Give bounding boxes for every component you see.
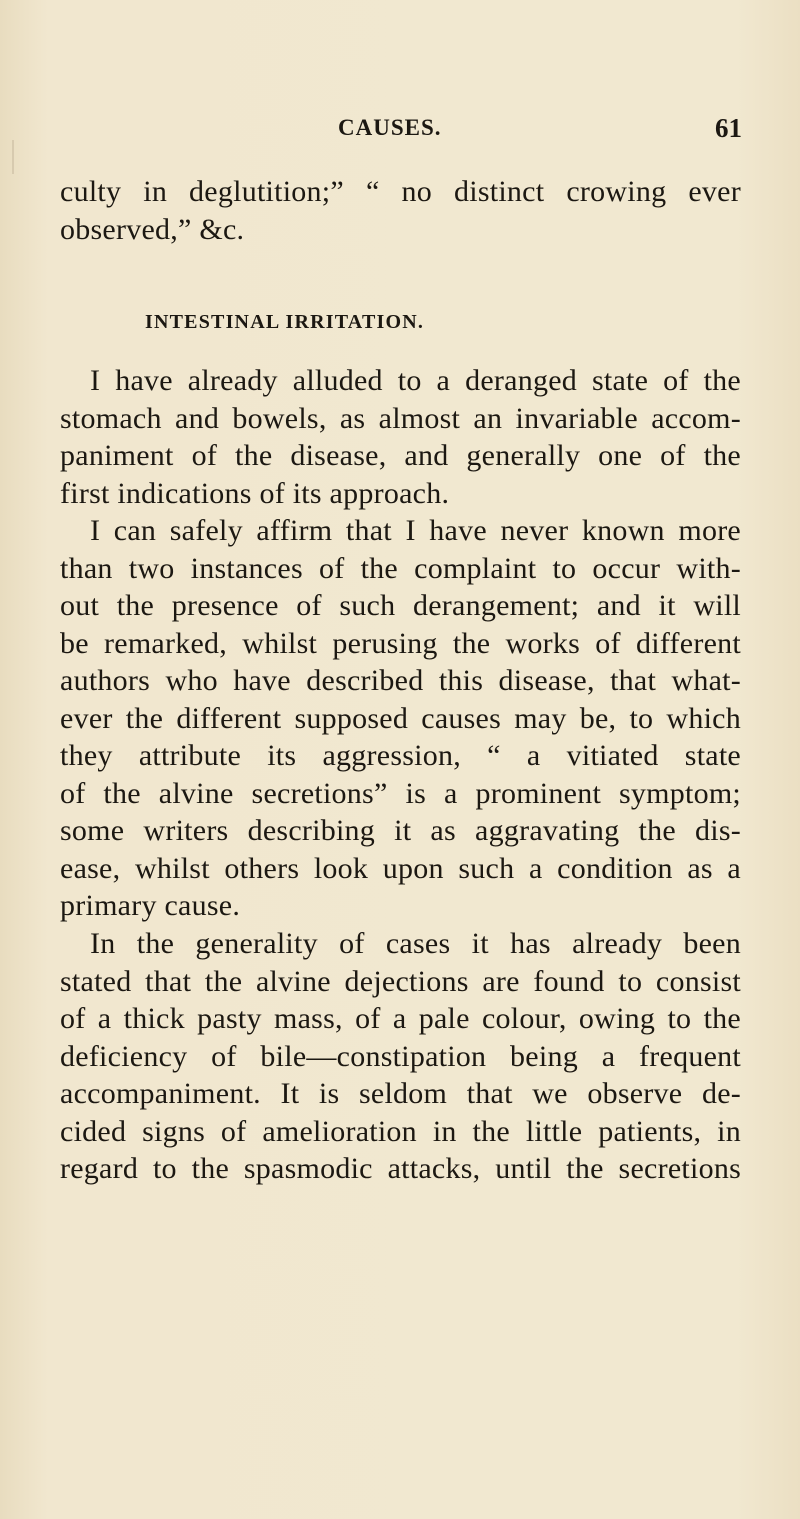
text-line: regard to the spasmodic attacks, until the secretions <box>60 1152 741 1185</box>
text-line: stomach and bowels, as almost an invariable accom- <box>60 401 741 435</box>
text-line: stated that the alvine dejections are found to consist <box>60 964 741 998</box>
text-line: cided signs of amelioration in the little patients, in <box>60 1114 741 1148</box>
text-line: than two instances of the complaint to occur with- <box>60 551 741 585</box>
text-line: ease, whilst others look upon such a condition as a <box>60 851 741 885</box>
text-line: they attribute its aggression, “ a vitiated state <box>60 739 741 772</box>
text-line: observed,” &c. <box>60 212 245 246</box>
text-line: authors who have described this disease, that what- <box>60 664 741 697</box>
paragraph-3 <box>60 925 741 1188</box>
scan-artifact <box>12 140 14 174</box>
text-line: ever the different supposed causes may be, to which <box>60 701 741 735</box>
page-number: 61 <box>715 113 742 143</box>
text-line: paniment of the disease, and generally one of the <box>60 439 741 472</box>
paragraph-1 <box>60 362 741 512</box>
page-header <box>0 113 800 143</box>
text-line: I can safely affirm that I have never known more <box>90 514 741 547</box>
text-line: primary cause. <box>60 889 241 922</box>
text-line: accompaniment. It is seldom that we observe de- <box>60 1077 741 1110</box>
text-line: some writers describing it as aggravating the dis- <box>60 814 741 847</box>
text-line: In the generality of cases it has already been <box>90 927 741 960</box>
opening-paragraph <box>60 173 741 248</box>
text-line: first indications of its approach. <box>60 476 450 510</box>
text-line: be remarked, whilst perusing the works of different <box>60 626 741 660</box>
text-line: out the presence of such derangement; and it will <box>60 589 741 622</box>
text-line: I have already alluded to a deranged state of the <box>90 364 741 397</box>
section-heading: INTESTINAL IRRITATION. <box>145 311 425 333</box>
paragraph-2 <box>60 512 741 925</box>
text-line: of the alvine secretions” is a prominent symptom; <box>60 776 741 810</box>
text-line: of a thick pasty mass, of a pale colour, owing to the <box>60 1002 741 1035</box>
text-line: deficiency of bile—constipation being a frequent <box>60 1039 741 1073</box>
text-line: culty in deglutition;” “ no distinct crowing ever <box>60 175 741 208</box>
running-title: CAUSES. <box>338 115 442 140</box>
